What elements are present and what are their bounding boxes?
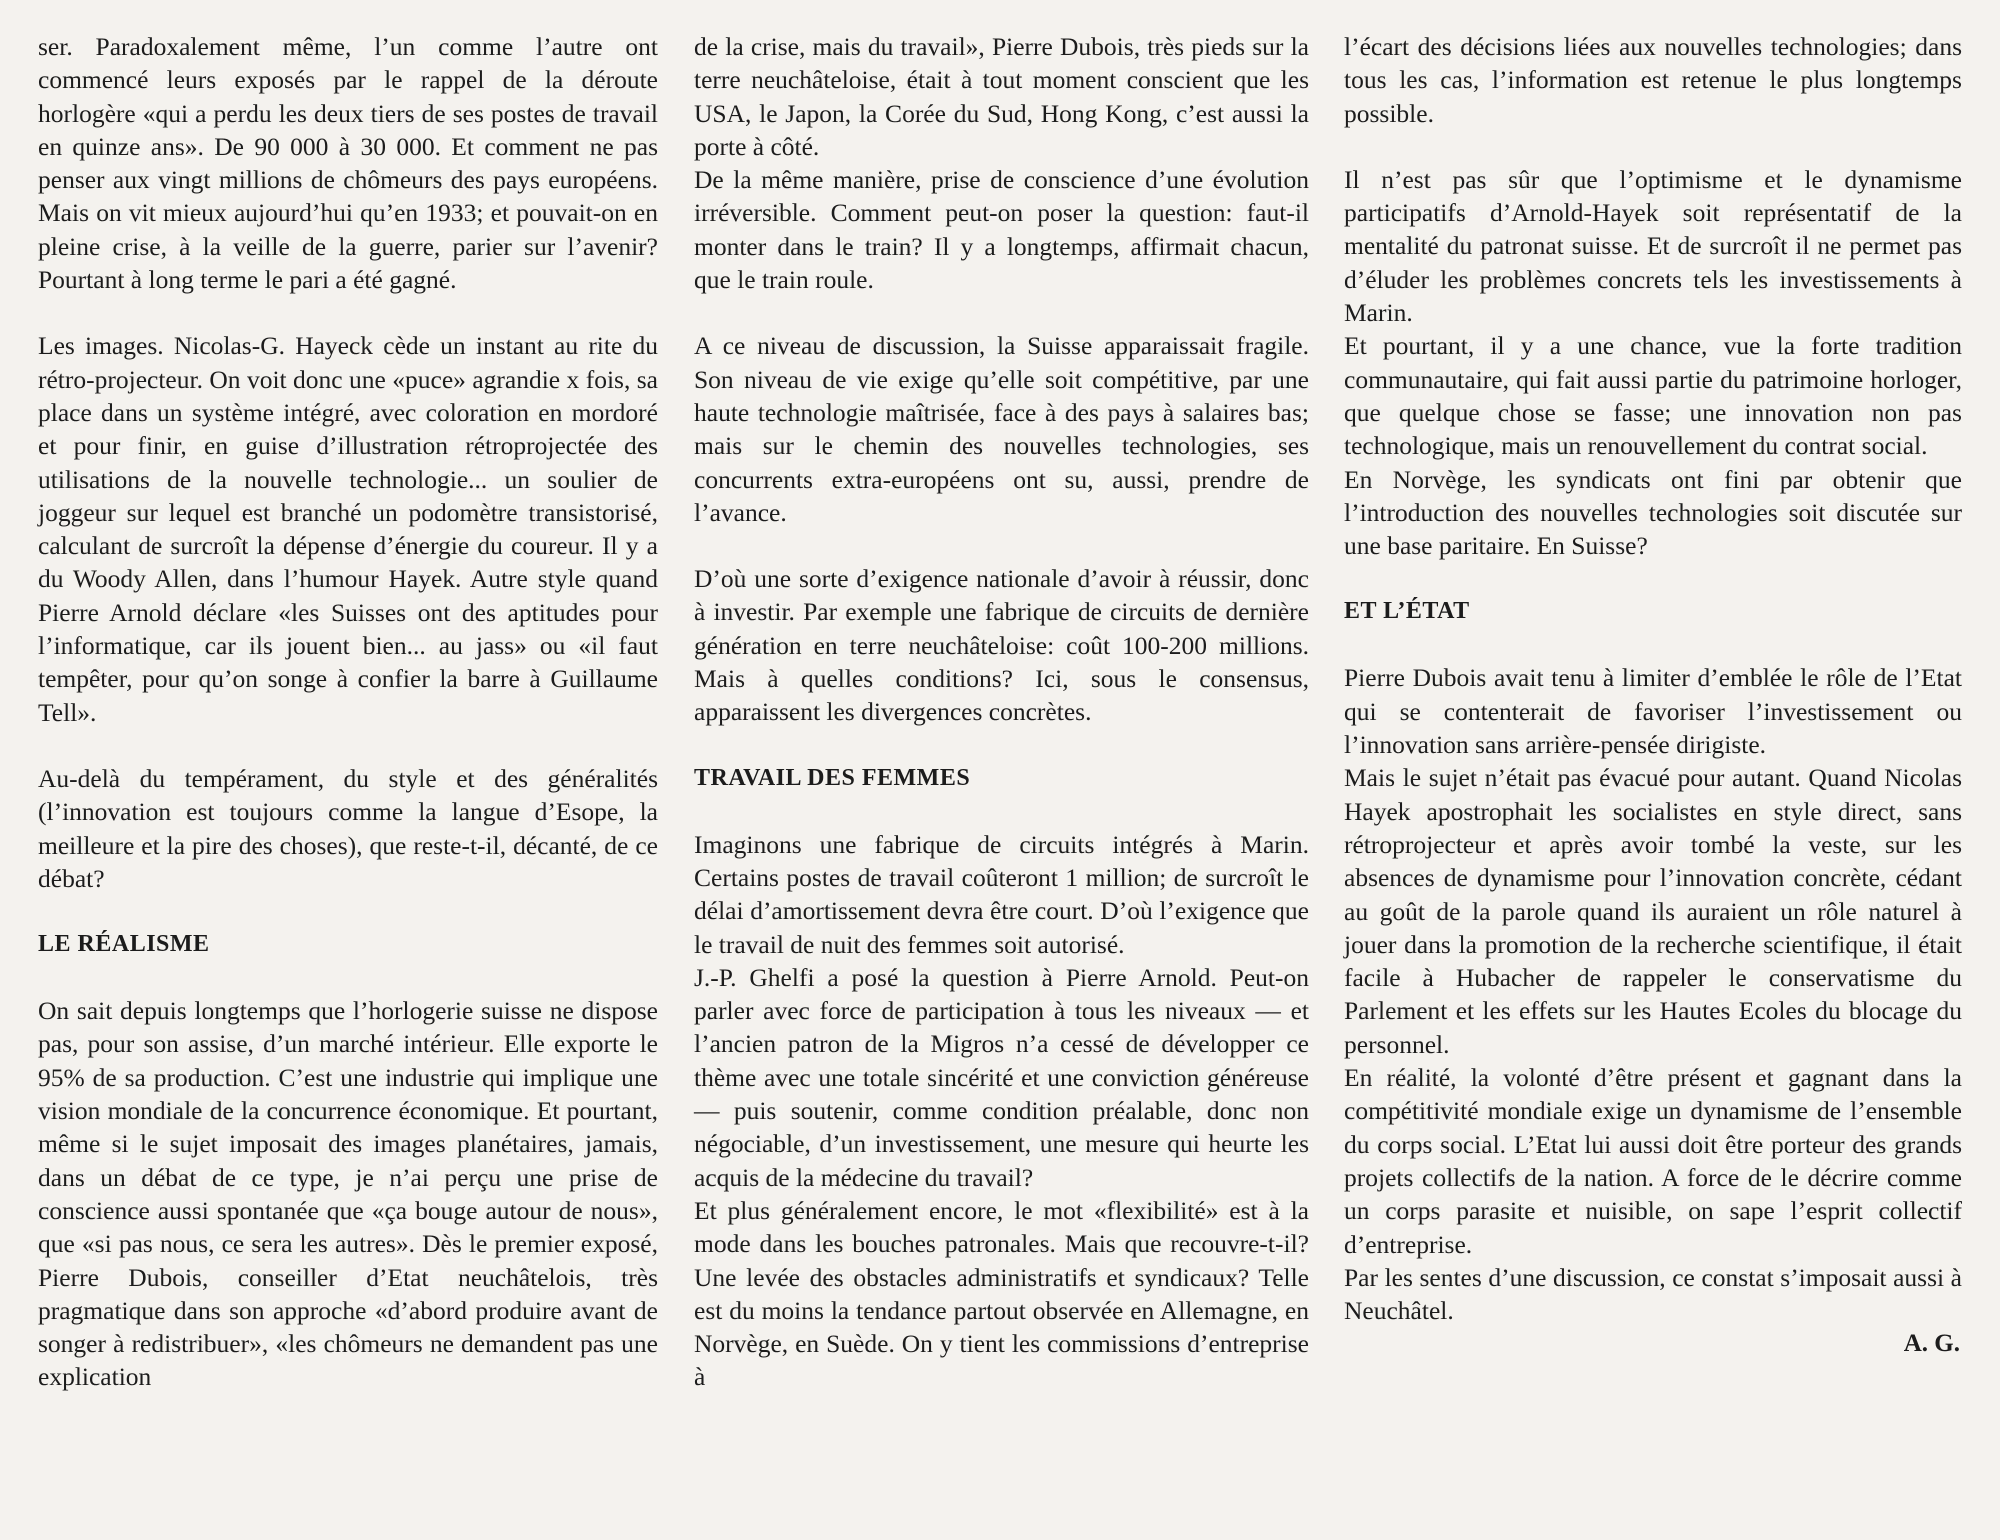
paragraph-gap [38,895,658,928]
column-2 [694,30,1309,1394]
article-paragraph: Et pourtant, il y a une chance, vue la forte tradition communautaire, qui fait aussi partie du patrimoine horloger, que quelque chose se fasse; une innovation non pas technologique, mais un renouvellement du contrat social. [1344,331,1962,461]
paragraph-gap [38,296,658,329]
column-3 [1344,30,1962,1361]
section-heading: LE RÉALISME [38,931,210,958]
article-paragraph: En Norvège, les syndicats ont fini par obtenir que l’introduction des nouvelles technologies soit discutée sur une base paritaire. En Suisse? [1344,464,1962,561]
paragraph-gap [1344,628,1962,661]
article-paragraph: Imaginons une fabrique de circuits intégrés à Marin. Certains postes de travail coûteront 1 million; de surcroît le délai d’amortissement devra être court. D’où l’exigence que le travail de nuit des femmes soit autorisé. [694,829,1309,959]
article-paragraph: Les images. Nicolas-G. Hayeck cède un instant au rite du rétro-projecteur. On voit donc une «puce» agrandie x fois, sa place dans un système intégré, avec coloration en mordoré et pour finir, en guise d’illustration rétroprojectée des utilisations de la nouvelle technologie... un soulier de joggeur sur lequel est branché un podomètre transistorisé, calculant de surcroît la dépense d’énergie du coureur. Il y a du Woody Allen, dans l’humour Hayek. Autre style quand Pierre Arnold déclare «les Suisses ont des aptitudes pour l’informatique, car ils jouent bien... au jass» ou «il faut tempêter, pour qu’on songe à confier la barre à Guillaume Tell». [38,331,658,727]
author-signature: A. G. [1903,1330,1960,1358]
paragraph-gap [694,296,1309,329]
article-paragraph: Et plus généralement encore, le mot «flexibilité» est à la mode dans les bouches patronales. Mais que recouvre-t-il? Une levée des obstacles administratifs et syndicaux? Telle est du moins la tendance partout observée en Allemagne, en Norvège, en Suède. On y tient les commissions d’entreprise à [694,1195,1309,1392]
article-paragraph: D’où une sorte d’exigence nationale d’avoir à réussir, donc à investir. Par exemple une fabrique de circuits de dernière génération en terre neuchâteloise: coût 100-200 millions. Mais à quelles conditions? Ici, sous le consensus, apparaissent les divergences concrètes. [694,564,1309,727]
article-paragraph: A ce niveau de discussion, la Suisse apparaissait fragile. Son niveau de vie exige qu’elle soit compétitive, par une haute technologie maîtrisée, face à des pays à salaires bas; mais sur le chemin des nouvelles technologies, ses concurrents extra-européens ont su, aussi, prendre de l’avance. [694,331,1309,527]
article-paragraph: l’écart des décisions liées aux nouvelles technologies; dans tous les cas, l’information est retenue le plus longtemps possible. [1344,32,1962,128]
article-paragraph: ser. Paradoxalement même, l’un comme l’autre ont commencé leurs exposés par le rappel de la déroute horlogère «qui a perdu les deux tiers de ses postes de travail en quinze ans». De 90 000 à 30 000. Et comment ne pas penser aux vingt millions de chômeurs des pays européens. Mais on vit mieux aujourd’hui qu’en 1933; et pouvait-on en pleine crise, à la veille de la guerre, parier sur l’avenir? Pourtant à long terme le pari a été gagné. [38,32,658,295]
article-paragraph: En réalité, la volonté d’être présent et gagnant dans la compétitivité mondiale exige un dynamisme de l’ensemble du corps social. L’Etat lui aussi doit être porteur des grands projets collectifs de la nation. A force de le décrire comme un corps parasite et nuisible, on sape l’esprit collectif d’entreprise. [1344,1063,1962,1259]
column-1 [38,30,658,1394]
article-paragraph: de la crise, mais du travail», Pierre Dubois, très pieds sur la terre neuchâteloise, était à tout moment conscient que les USA, le Japon, la Corée du Sud, Hong Kong, c’est aussi la porte à côté. [694,32,1309,161]
paragraph-gap [1344,130,1962,163]
article-paragraph: J.-P. Ghelfi a posé la question à Pierre Arnold. Peut-on parler avec force de participation à tous les niveaux — et l’ancien patron de la Migros n’a cessé de développer ce thème avec une totale sincérité et une conviction généreuse — puis soutenir, comme condition préalable, donc non négociable, d’un investissement, une mesure qui heurte les acquis de la médecine du travail? [694,962,1309,1192]
article-paragraph: Il n’est pas sûr que l’optimisme et le dynamisme participatifs d’Arnold-Hayek soit représentatif de la mentalité du patronat suisse. Et de surcroît il ne permet pas d’éluder les problèmes concrets tels les investissements à Marin. [1344,164,1962,328]
paragraph-gap [38,729,658,762]
paragraph-gap [694,729,1309,762]
paragraph-gap [694,795,1309,828]
paragraph-gap [1344,562,1962,595]
article-paragraph: De la même manière, prise de conscience d’une évolution irréversible. Comment peut-on poser la question: faut-il monter dans le train? Il y a longtemps, affirmait chacun, que le train roule. [694,165,1309,295]
article-paragraph: Mais le sujet n’était pas évacué pour autant. Quand Nicolas Hayek apostrophait les socialistes en style direct, sans rétroprojecteur et après avoir tombé la veste, sur les absences de dynamisme pour l’innovation concrète, cédant au goût de la parole quand ils auraient un rôle naturel à jouer dans la promotion de la recherche scientifique, il était facile à Hubacher de rappeler le conservatisme du Parlement et les effets sur les Hautes Ecoles du blocage du personnel. [1344,763,1962,1059]
article-paragraph: On sait depuis longtemps que l’horlogerie suisse ne dispose pas, pour son assise, d’un marché intérieur. Elle exporte le 95% de sa production. C’est une industrie qui implique une vision mondiale de la concurrence économique. Et pourtant, même si le sujet imposait des images planétaires, jamais, dans un débat de ce type, je n’ai perçu une prise de conscience aussi spontanée que «ça bouge autour de nous», que «si pas nous, ce sera les autres». Dès le premier exposé, Pierre Dubois, conseiller d’Etat neuchâtelois, très pragmatique dans son approche «d’abord produire avant de songer à redistribuer», «les chômeurs ne demandent pas une explication [38,996,658,1392]
section-heading: ET L’ÉTAT [1344,598,1470,625]
article-paragraph: Par les sentes d’une discussion, ce constat s’imposait aussi à Neuchâtel. [1344,1262,1962,1326]
paragraph-gap [38,961,658,994]
article-paragraph: Au-delà du tempérament, du style et des généralités (l’innovation est toujours comme la langue d’Esope, la meilleure et la pire des choses), que reste-t-il, décanté, de ce débat? [38,763,658,893]
paragraph-gap [694,529,1309,562]
section-heading: TRAVAIL DES FEMMES [694,764,971,791]
article-paragraph: Pierre Dubois avait tenu à limiter d’emblée le rôle de l’Etat qui se contenterait de favoriser l’investissement ou l’innovation sans arrière-pensée dirigiste. [1344,663,1962,760]
